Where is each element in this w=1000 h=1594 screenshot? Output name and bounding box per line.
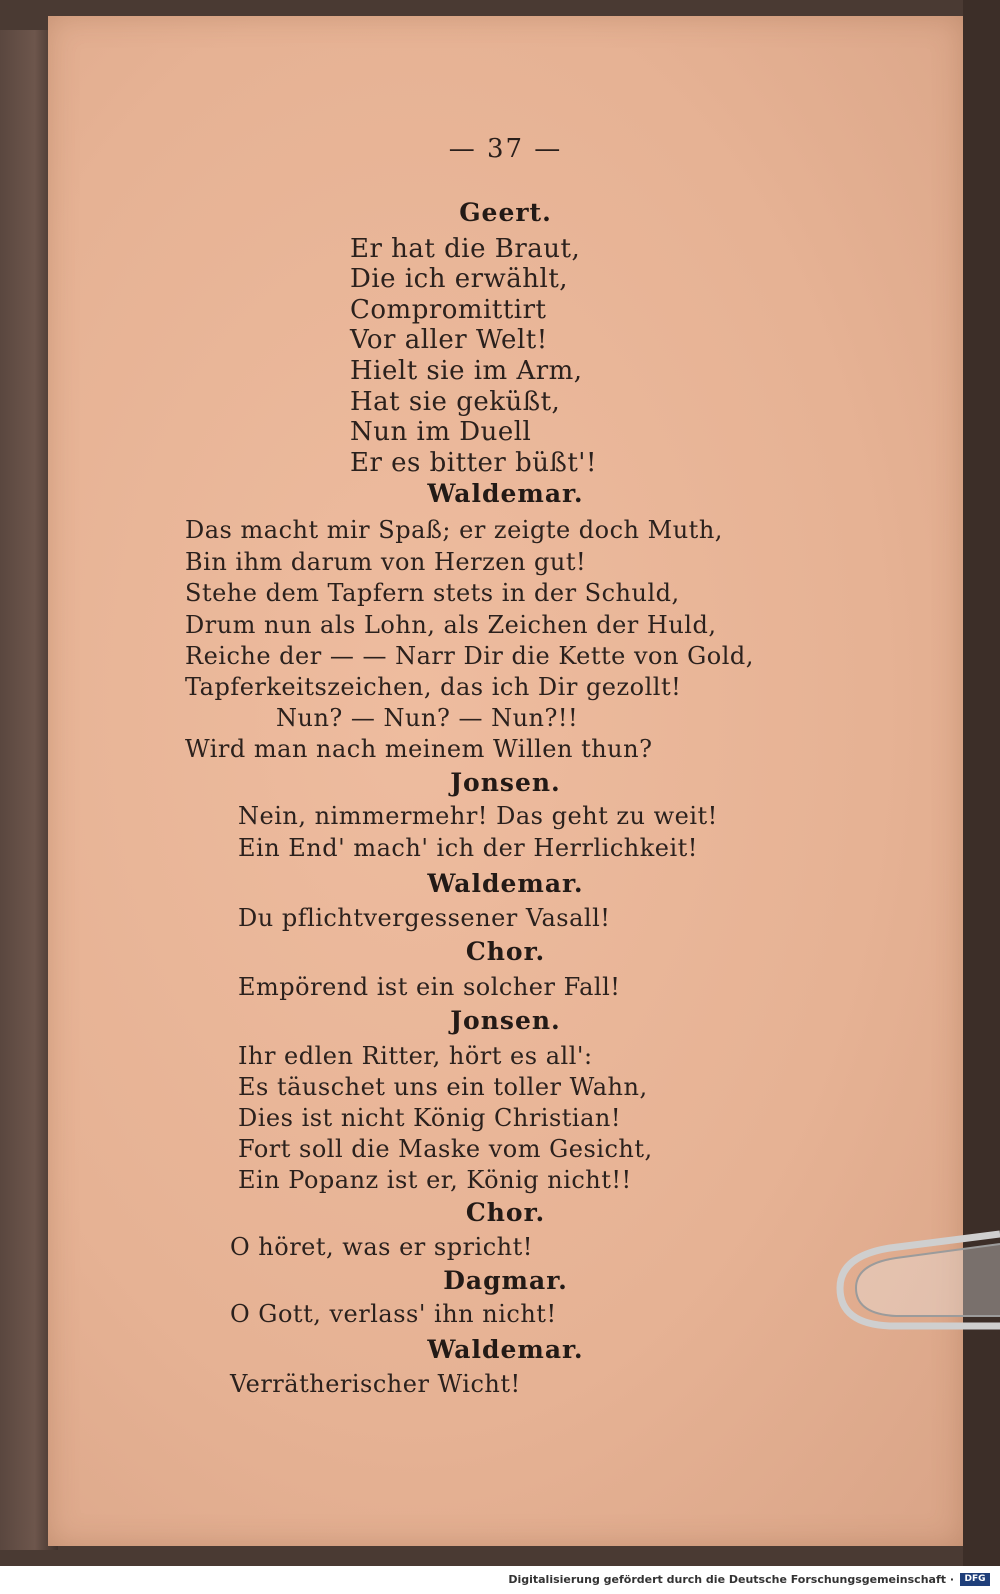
verse-line: Reiche der — — Narr Dir die Kette von Gold, bbox=[185, 642, 754, 670]
verse-line: Nun im Duell bbox=[350, 417, 532, 447]
verse-line: Er es bitter büßt'! bbox=[350, 448, 597, 478]
speaker-heading: Dagmar. bbox=[443, 1266, 568, 1295]
paper-clip-icon bbox=[830, 1226, 1000, 1338]
verse-line: Vor aller Welt! bbox=[350, 325, 548, 355]
footer-bar bbox=[0, 1566, 1000, 1594]
speaker-heading: Waldemar. bbox=[427, 1335, 584, 1364]
verse-line: Hat sie geküßt, bbox=[350, 387, 561, 417]
verse-line: Er hat die Braut, bbox=[350, 234, 581, 264]
speaker-heading: Jonsen. bbox=[450, 1006, 561, 1035]
verse-line: O Gott, verlass' ihn nicht! bbox=[230, 1300, 557, 1328]
verse-line: O höret, was er spricht! bbox=[230, 1233, 533, 1261]
verse-line: Verrätherischer Wicht! bbox=[230, 1370, 521, 1398]
dfg-logo: DFG bbox=[960, 1573, 990, 1586]
verse-line: Es täuschet uns ein toller Wahn, bbox=[238, 1073, 648, 1101]
verse-line: Wird man nach meinem Willen thun? bbox=[185, 735, 653, 763]
speaker-heading: Geert. bbox=[459, 198, 552, 227]
verse-line: Ihr edlen Ritter, hört es all': bbox=[238, 1042, 593, 1070]
speaker-heading: Waldemar. bbox=[427, 869, 584, 898]
speaker-heading: Waldemar. bbox=[427, 479, 584, 508]
verse-line: Compromittirt bbox=[350, 295, 547, 325]
verse-line: Ein Popanz ist er, König nicht!! bbox=[238, 1166, 632, 1194]
book-page bbox=[48, 16, 963, 1546]
speaker-heading: Chor. bbox=[465, 937, 546, 966]
speaker-heading: Chor. bbox=[465, 1198, 546, 1227]
verse-line: Hielt sie im Arm, bbox=[350, 356, 583, 386]
verse-line: Drum nun als Lohn, als Zeichen der Huld, bbox=[185, 611, 717, 639]
verse-line: Fort soll die Maske vom Gesicht, bbox=[238, 1135, 653, 1163]
verse-line: Ein End' mach' ich der Herrlichkeit! bbox=[238, 834, 698, 862]
verse-line: Tapferkeitszeichen, das ich Dir gezollt! bbox=[185, 673, 682, 701]
verse-line: Die ich erwählt, bbox=[350, 264, 569, 294]
speaker-heading: Jonsen. bbox=[450, 768, 561, 797]
verse-line: Bin ihm darum von Herzen gut! bbox=[185, 548, 587, 576]
verse-line: Das macht mir Spaß; er zeigte doch Muth, bbox=[185, 516, 723, 544]
verse-line: Dies ist nicht König Christian! bbox=[238, 1104, 622, 1132]
verse-line: Empörend ist ein solcher Fall! bbox=[238, 973, 621, 1001]
verse-line: Du pflichtvergessener Vasall! bbox=[238, 904, 611, 932]
verse-line: Nein, nimmermehr! Das geht zu weit! bbox=[238, 802, 718, 830]
funding-notice: Digitalisierung gefördert durch die Deutsche Forschungsgemeinschaft · bbox=[508, 1573, 954, 1586]
page-number: — 37 — bbox=[448, 134, 563, 164]
verse-line: Nun? — Nun? — Nun?!! bbox=[276, 704, 579, 732]
verse-line: Stehe dem Tapfern stets in der Schuld, bbox=[185, 579, 680, 607]
